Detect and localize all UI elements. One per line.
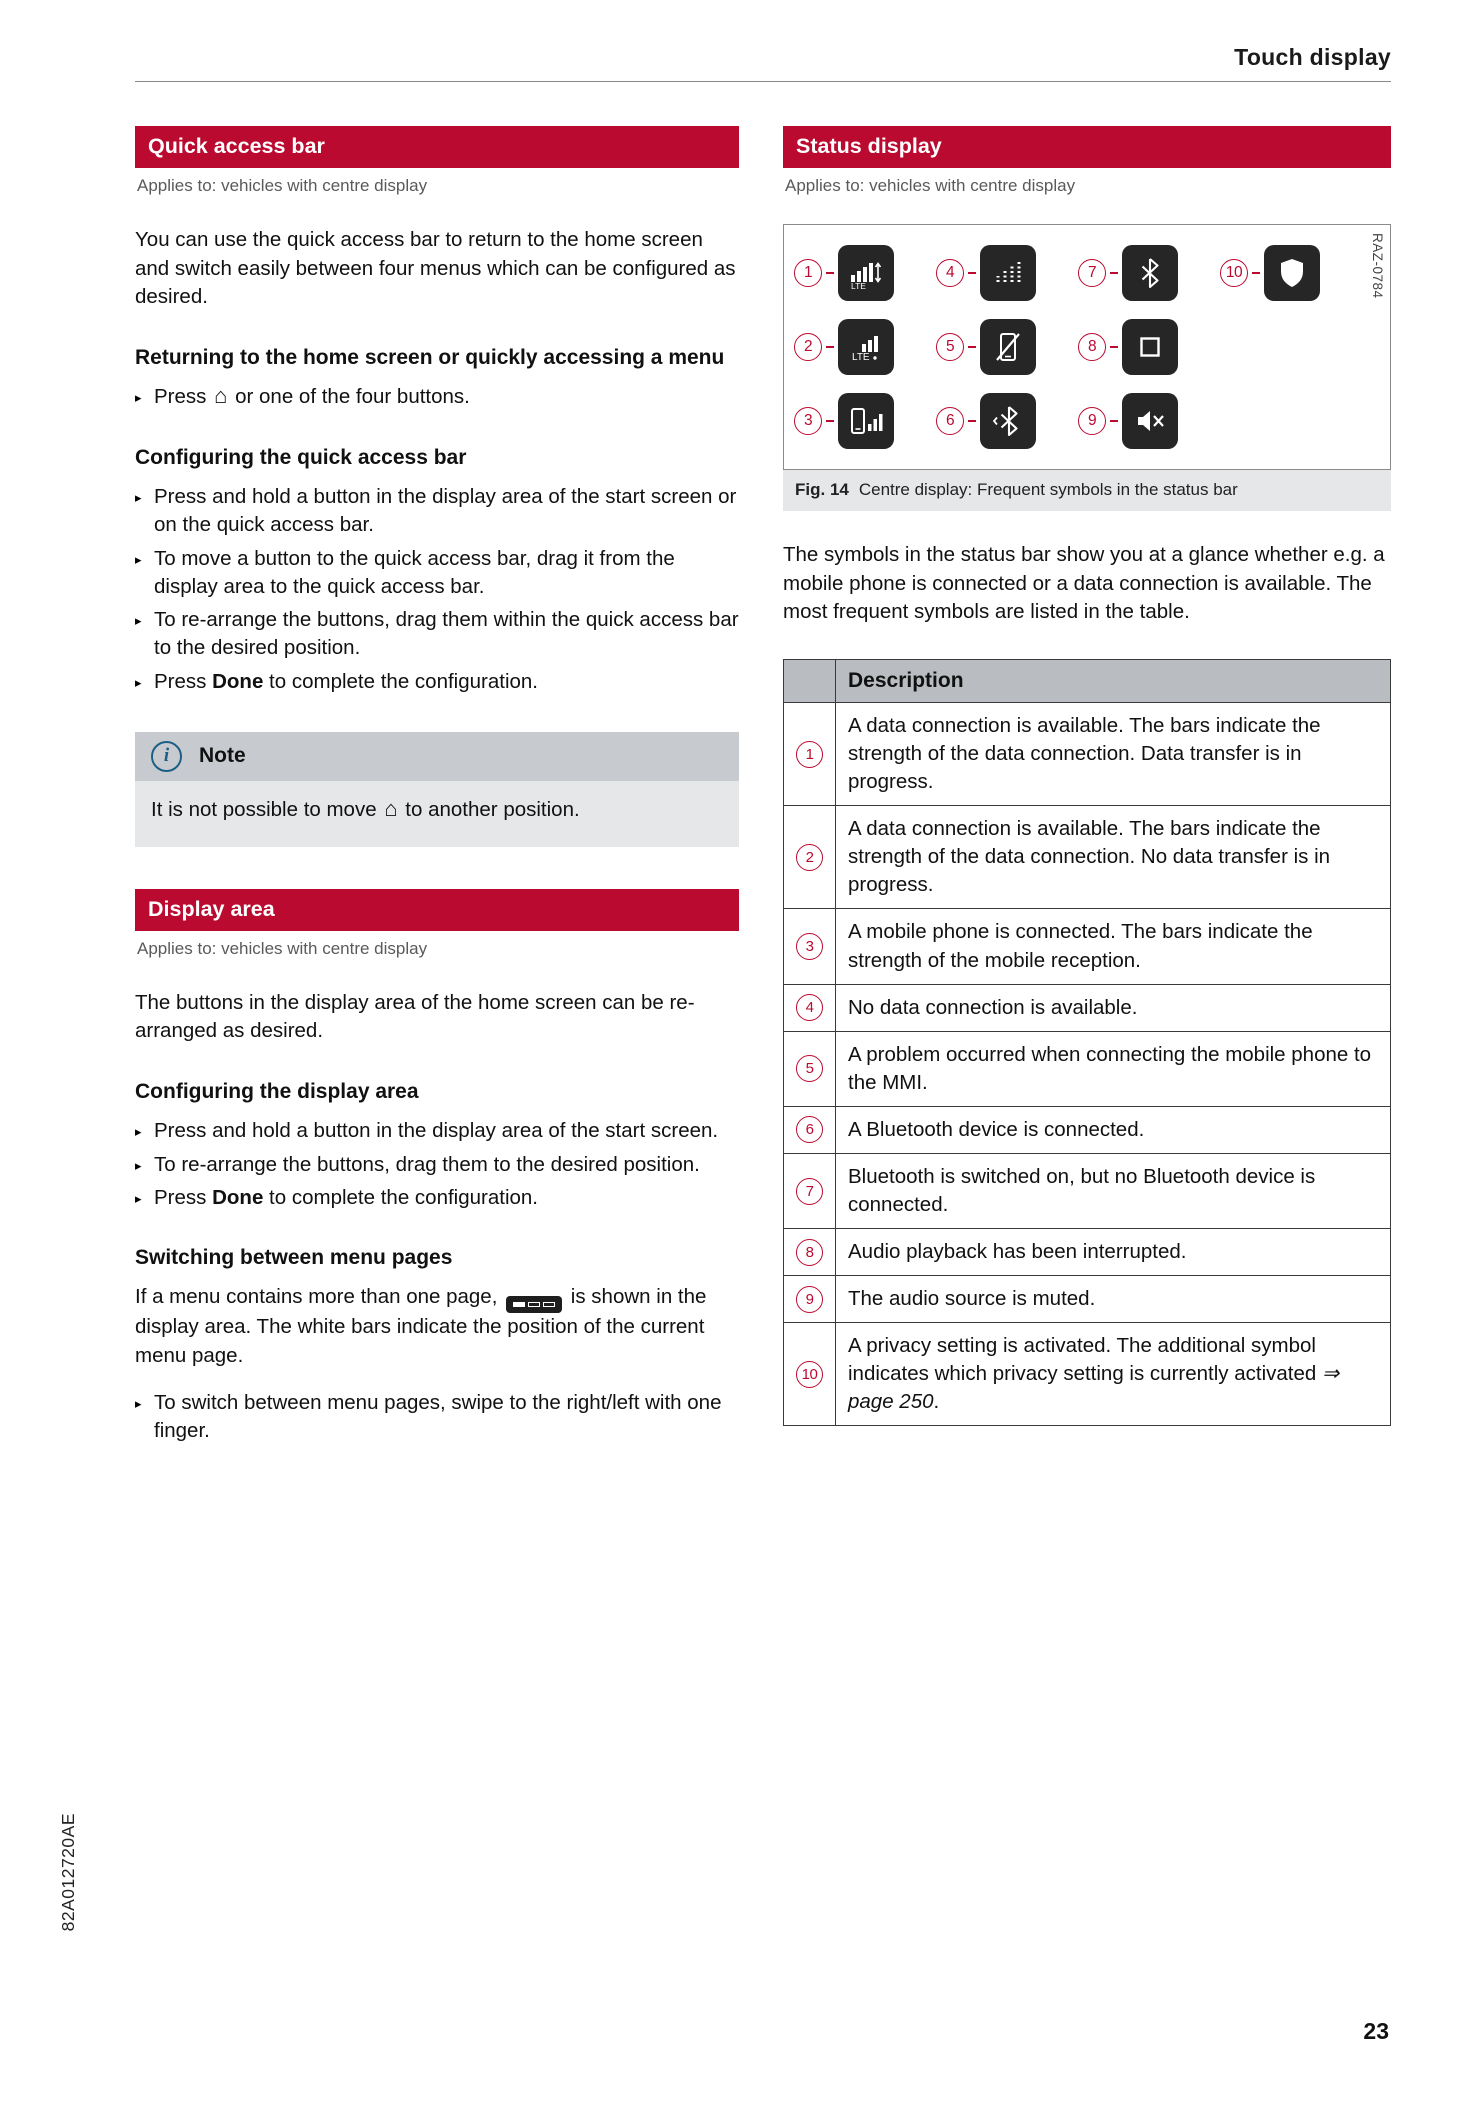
row-description: A privacy setting is activated. The additional symbol indicates which privacy setting is currently activated ⇒ page 250. (836, 1323, 1391, 1426)
row-description: A mobile phone is connected. The bars indicate the strength of the mobile reception. (836, 909, 1391, 984)
item-number-badge: 4 (936, 259, 964, 287)
bullet-item (135, 383, 739, 411)
bullet-list (135, 383, 739, 411)
phone-error-icon (980, 319, 1036, 375)
figure-item-3 (794, 393, 928, 449)
table-row (784, 1153, 1391, 1228)
paragraph-quick-access-intro: You can use the quick access bar to return to the home screen and switch easily between four menus which can be configured as desired. (135, 228, 736, 309)
bullet-item (135, 545, 739, 602)
bullet-item (135, 1117, 739, 1145)
bullet-marker-icon: ▸ (135, 1395, 142, 1411)
figure-item-8 (1078, 319, 1212, 375)
row-number-badge: 3 (796, 933, 823, 960)
home-icon: ⌂ (384, 795, 398, 821)
note-box (135, 732, 739, 847)
privacy-shield-icon (1264, 245, 1320, 301)
section-header-status-display: Status display (783, 126, 1391, 168)
no-signal-icon (980, 245, 1036, 301)
figure-item-1 (794, 245, 928, 301)
bullet-marker-icon: ▸ (135, 1124, 142, 1140)
bullet-text: Press and hold a button in the display area of the start screen. (154, 1119, 719, 1143)
bullet-list (135, 1117, 739, 1212)
audio-muted-icon (1122, 393, 1178, 449)
figure-item-9 (1078, 393, 1212, 449)
bullet-item (135, 1184, 739, 1212)
page-header (135, 44, 1391, 82)
paragraph-status-intro: The symbols in the status bar show you at a glance whether e.g. a mobile phone is connected or a data connection is available. The most frequent symbols are listed in the table. (783, 542, 1385, 624)
table-row (784, 1031, 1391, 1106)
table-row (784, 1229, 1391, 1276)
svg-text:LTE: LTE (851, 281, 866, 291)
svg-text:LTE: LTE (852, 352, 870, 363)
figure-item-5 (936, 319, 1070, 375)
figure-code: RAZ-0784 (1370, 233, 1385, 299)
figure-grid (794, 245, 1354, 449)
connector-line (826, 346, 834, 348)
item-number-badge: 5 (936, 333, 964, 361)
bullet-list (135, 1389, 739, 1446)
bullet-list (135, 483, 739, 696)
section-header-display-area: Display area (135, 889, 739, 931)
figure-item-10 (1220, 245, 1354, 301)
bullet-marker-icon: ▸ (135, 1190, 142, 1206)
figure-item-2 (794, 319, 928, 375)
table-row (784, 806, 1391, 909)
row-number-badge: 10 (796, 1361, 823, 1388)
connector-line (1110, 346, 1118, 348)
bullet-text: To switch between menu pages, swipe to the right/left with one finger. (154, 1390, 722, 1443)
bluetooth-icon (1122, 245, 1178, 301)
bullet-item (135, 1389, 739, 1446)
lte-signal-transfer-icon (838, 245, 894, 301)
bullet-text: Press ⌂ or one of the four buttons. (154, 383, 470, 409)
phone-signal-icon (838, 393, 894, 449)
row-number-badge: 1 (796, 741, 823, 768)
table-row (784, 909, 1391, 984)
figure-item-4 (936, 245, 1070, 301)
item-number-badge: 10 (1220, 259, 1248, 287)
table-row (784, 1106, 1391, 1153)
bullet-text: To re-arrange the buttons, drag them within the quick access bar to the desired position. (154, 608, 739, 660)
applies-to-note: Applies to: vehicles with centre display (137, 176, 428, 195)
table-row (784, 703, 1391, 806)
row-number-badge: 9 (796, 1286, 823, 1313)
bullet-marker-icon: ▸ (135, 1157, 142, 1173)
item-number-badge: 2 (794, 333, 822, 361)
note-header (135, 732, 739, 781)
connector-line (1252, 272, 1260, 274)
lte-signal-icon (838, 319, 894, 375)
paragraph-switching-pages: If a menu contains more than one page, is shown in the display area. The white bars indicate the position of the current menu page. (135, 1285, 707, 1368)
item-number-badge: 8 (1078, 333, 1106, 361)
figure-item-6 (936, 393, 1070, 449)
document-code: 82A012720AE (58, 1812, 78, 1931)
note-title: Note (199, 744, 246, 768)
item-number-badge: 3 (794, 407, 822, 435)
home-icon: ⌂ (214, 383, 228, 409)
row-number-badge: 5 (796, 1055, 823, 1082)
connector-line (968, 420, 976, 422)
connector-line (968, 272, 976, 274)
page-number: 23 (1363, 2018, 1389, 2044)
table-header-number-column (784, 660, 836, 703)
row-number-badge: 7 (796, 1178, 823, 1205)
subheading-configuring-quick-access: Configuring the quick access bar (135, 445, 467, 469)
subheading-switching-menu-pages: Switching between menu pages (135, 1246, 453, 1270)
table-row (784, 1323, 1391, 1426)
table-header-description: Description (836, 660, 1391, 703)
page-title: Touch display (1234, 44, 1391, 70)
connector-line (1110, 420, 1118, 422)
bullet-item (135, 668, 739, 696)
left-column (135, 126, 739, 1451)
table-header-row (784, 660, 1391, 703)
subheading-configuring-display-area: Configuring the display area (135, 1079, 419, 1103)
bullet-item (135, 1151, 739, 1179)
row-number-badge: 4 (796, 994, 823, 1021)
bullet-text: Press Done to complete the configuration. (154, 1185, 538, 1209)
bullet-text: Press Done to complete the configuration. (154, 669, 538, 693)
row-description: No data connection is available. (836, 984, 1391, 1031)
bullet-item (135, 483, 739, 540)
section-header-quick-access-bar: Quick access bar (135, 126, 739, 168)
row-description: A Bluetooth device is connected. (836, 1106, 1391, 1153)
figure-caption-label: Fig. 14 (795, 480, 849, 499)
bullet-marker-icon: ▸ (135, 489, 142, 505)
connector-line (826, 272, 834, 274)
connector-line (826, 420, 834, 422)
row-number-badge: 8 (796, 1239, 823, 1266)
row-description: A problem occurred when connecting the mobile phone to the MMI. (836, 1031, 1391, 1106)
bullet-text: To re-arrange the buttons, drag them to the desired position. (154, 1152, 700, 1176)
row-description: Bluetooth is switched on, but no Bluetooth device is connected. (836, 1153, 1391, 1228)
bullet-item (135, 606, 739, 663)
row-description: A data connection is available. The bars indicate the strength of the data connection. Data transfer is in progress. (836, 703, 1391, 806)
row-number-badge: 6 (796, 1116, 823, 1143)
bullet-marker-icon: ▸ (135, 674, 142, 690)
item-number-badge: 9 (1078, 407, 1106, 435)
item-number-badge: 6 (936, 407, 964, 435)
row-description: A data connection is available. The bars indicate the strength of the data connection. No data transfer is in progress. (836, 806, 1391, 909)
connector-line (968, 346, 976, 348)
item-number-badge: 7 (1078, 259, 1106, 287)
row-number-badge: 2 (796, 844, 823, 871)
row-description: Audio playback has been interrupted. (836, 1229, 1391, 1276)
figure-caption (783, 470, 1391, 511)
table-row (784, 1276, 1391, 1323)
table-body (784, 703, 1391, 1426)
figure-caption-text: Centre display: Frequent symbols in the status bar (858, 480, 1238, 499)
figure-item-7 (1078, 245, 1212, 301)
applies-to-note: Applies to: vehicles with centre display (137, 938, 428, 958)
two-column-layout (135, 126, 1391, 1451)
bullet-text: To move a button to the quick access bar, drag it from the display area to the quick access bar. (154, 546, 675, 598)
row-description: The audio source is muted. (836, 1276, 1391, 1323)
item-number-badge: 1 (794, 259, 822, 287)
bullet-marker-icon: ▸ (135, 613, 142, 629)
applies-to-note: Applies to: vehicles with centre display (785, 176, 1076, 195)
figure-status-bar-symbols (783, 224, 1391, 470)
right-column (783, 126, 1391, 1451)
bullet-marker-icon: ▸ (135, 390, 142, 406)
symbol-description-table (783, 659, 1391, 1426)
bluetooth-connected-icon (980, 393, 1036, 449)
bullet-text: Press and hold a button in the display area of the start screen or on the quick access bar. (154, 484, 737, 537)
bullet-marker-icon: ▸ (135, 551, 142, 567)
page-indicator-icon (506, 1296, 562, 1313)
table-row (784, 984, 1391, 1031)
subheading-returning-home: Returning to the home screen or quickly accessing a menu (135, 346, 725, 370)
connector-line (1110, 272, 1118, 274)
paragraph-display-area-intro: The buttons in the display area of the home screen can be re-arranged as desired. (135, 990, 695, 1043)
note-text: It is not possible to move ⌂ to another position. (135, 781, 739, 847)
playback-interrupted-icon (1122, 319, 1178, 375)
info-icon: i (151, 741, 182, 772)
